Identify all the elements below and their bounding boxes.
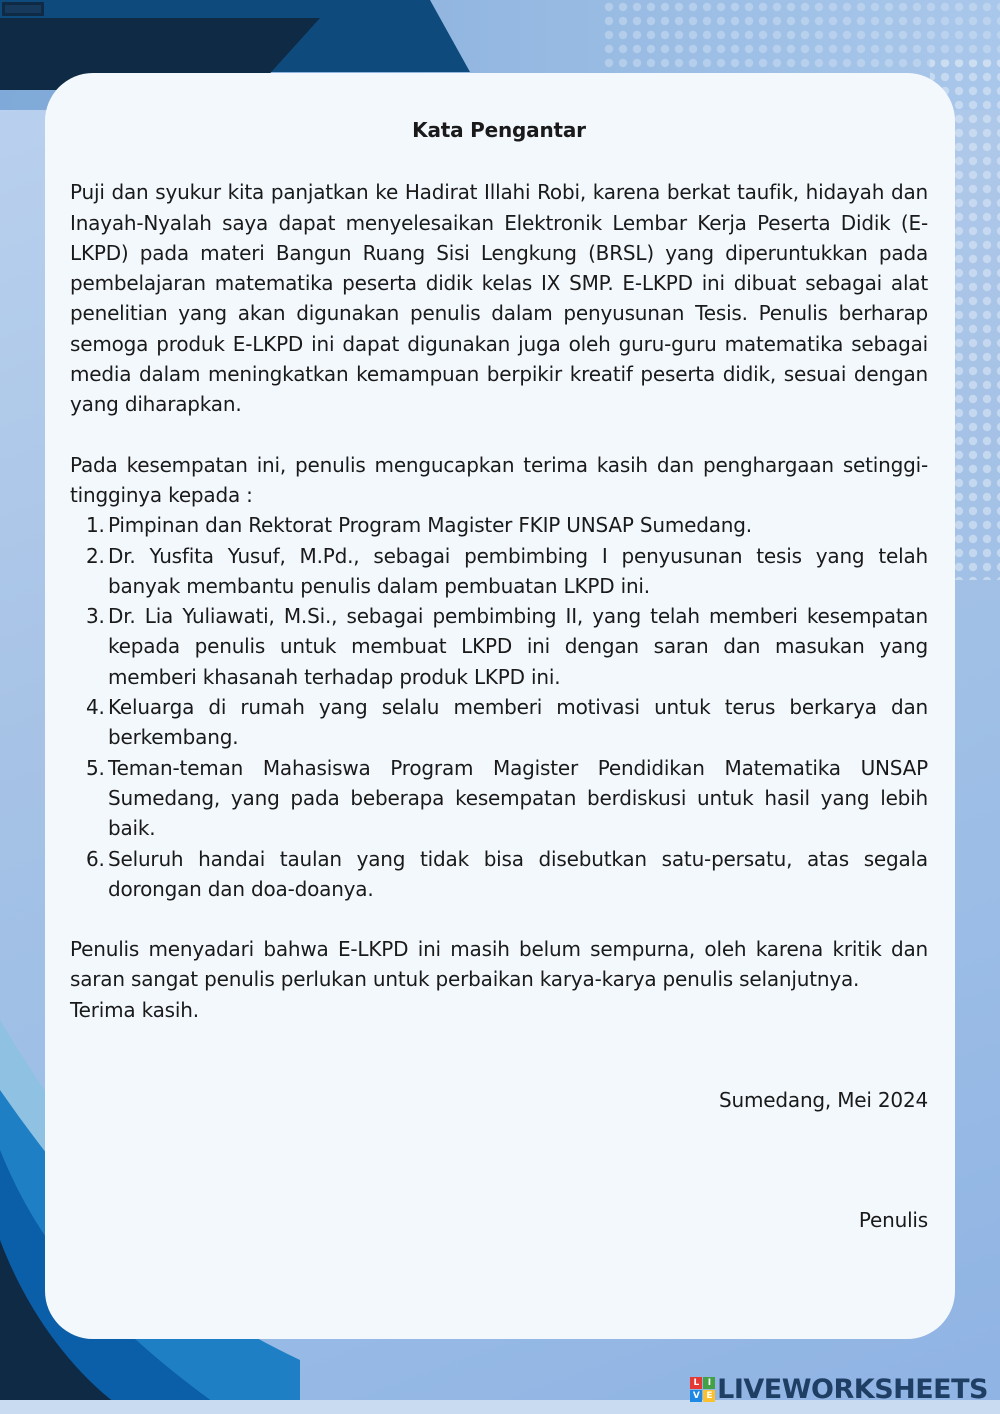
liveworksheets-logo[interactable]	[690, 1372, 988, 1406]
place-date: Sumedang, Mei 2024	[719, 1088, 928, 1113]
paragraph-intro: Puji dan syukur kita panjatkan ke Hadirat Illahi Robi, karena berkat taufik, hidayah dan Inayah-Nyalah saya dapat menyelesaikan Elektronik Lembar Kerja Peserta Didik (E-LKPD) pada materi Bangun Ruang Sisi Lengkung (BRSL) yang diperuntukkan pada pembelajaran matematika peserta didik kelas IX SMP. E-LKPD ini dibuat sebagai alat penelitian yang akan digunakan penulis dalam penyusunan Tesis. Penulis berharap semoga produk E-LKPD ini dapat digunakan juga oleh guru-guru matematika sebagai media dalam meningkatkan kemampuan berpikir kreatif peserta didik, sesuai dengan yang diharapkan.	[70, 180, 928, 417]
corner-box	[2, 2, 44, 16]
logo-text: LIVEWORKSHEETS	[717, 1373, 988, 1405]
list-item	[70, 692, 928, 753]
list-number: 6.	[86, 846, 105, 871]
signature: Penulis	[858, 1208, 928, 1233]
list-number: 4.	[86, 695, 105, 720]
list-item	[70, 541, 928, 602]
document-body	[70, 115, 928, 1236]
paragraph-closing: Penulis menyadari bahwa E-LKPD ini masih belum sempurna, oleh karena kritik dan saran sangat penulis perlukan untuk perbaikan karya-karya penulis selanjutnya.	[70, 937, 928, 992]
list-number: 2.	[86, 543, 105, 568]
list-text: Pimpinan dan Rektorat Program Magister FKIP UNSAP Sumedang.	[108, 513, 752, 538]
list-item	[70, 753, 928, 844]
list-item	[70, 601, 928, 692]
paragraph-thanks: Pada kesempatan ini, penulis mengucapkan terima kasih dan penghargaan setinggi-tingginya kepada :	[70, 452, 928, 507]
acknowledgement-list	[70, 510, 928, 904]
list-text: Keluarga di rumah yang selalu memberi motivasi untuk terus berkarya dan berkembang.	[108, 695, 928, 750]
list-text: Teman-teman Mahasiswa Program Magister Pendidikan Matematika UNSAP Sumedang, yang pada beberapa kesempatan berdiskusi untuk hasil yang lebih baik.	[108, 755, 928, 841]
list-text: Dr. Lia Yuliawati, M.Si., sebagai pembimbing II, yang telah memberi kesempatan kepada penulis untuk membuat LKPD ini dengan saran dan masukan yang memberi khasanah terhadap produk LKPD ini.	[108, 604, 928, 689]
page-title: Kata Pengantar	[412, 118, 586, 142]
list-number: 1.	[86, 513, 105, 538]
list-item	[70, 844, 928, 905]
logo-mark-icon: L I V E	[690, 1377, 715, 1402]
list-text: Dr. Yusfita Yusuf, M.Pd., sebagai pembimbing I penyusunan tesis yang telah banyak membantu penulis dalam pembuatan LKPD ini.	[108, 543, 928, 598]
list-text: Seluruh handai taulan yang tidak bisa disebutkan satu-persatu, atas segala dorongan dan doa-doanya.	[108, 846, 928, 901]
list-number: 5.	[86, 755, 105, 780]
thank-you-text: Terima kasih.	[70, 997, 199, 1022]
list-item	[70, 510, 928, 540]
list-number: 3.	[86, 604, 105, 629]
